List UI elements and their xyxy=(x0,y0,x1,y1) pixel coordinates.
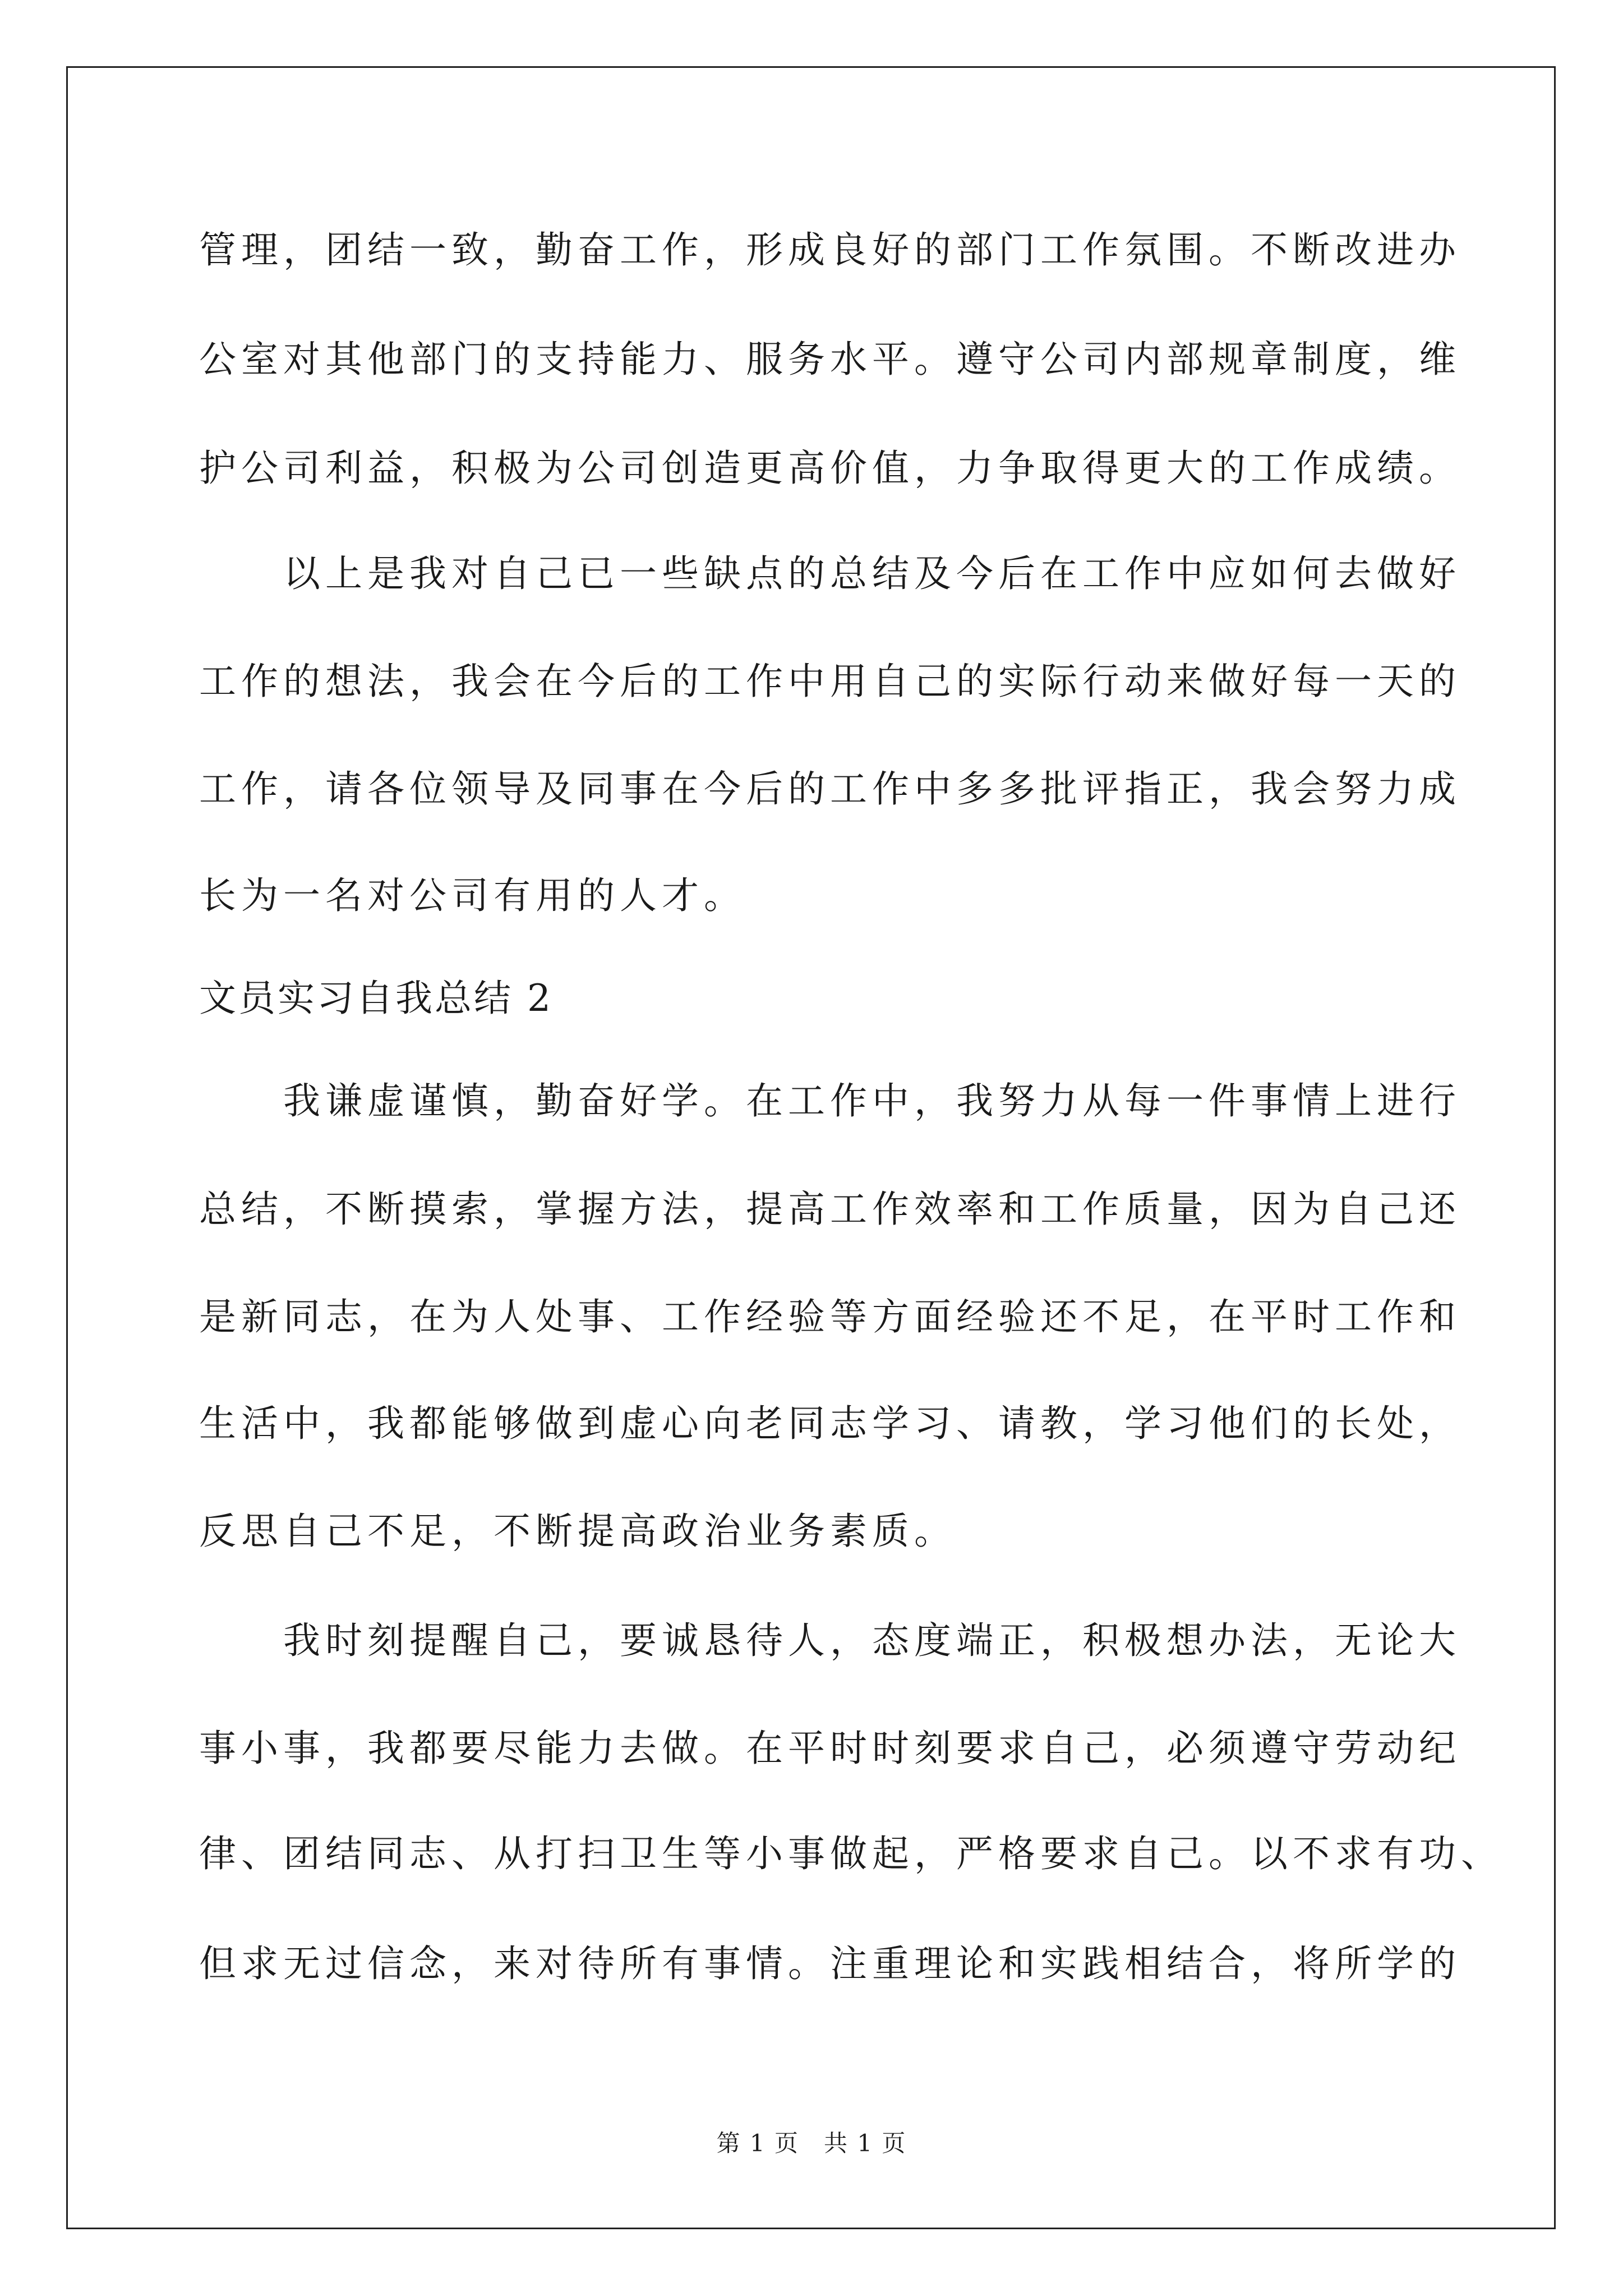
body-line: 公室对其他部门的支持能力、服务水平。遵守公司内部规章制度，维 xyxy=(199,338,1461,381)
body-line: 护公司利益，积极为公司创造更高价值，力争取得更大的工作成绩。 xyxy=(199,447,1461,490)
body-line: 我时刻提醒自己，要诚恳待人，态度端正，积极想办法，无论大 xyxy=(199,1619,1461,1662)
body-line: 是新同志，在为人处事、工作经验等方面经验还不足，在平时工作和 xyxy=(199,1295,1461,1338)
body-line: 总结，不断摸索，掌握方法，提高工作效率和工作质量，因为自己还 xyxy=(199,1188,1461,1231)
body-line: 律、团结同志、从打扫卫生等小事做起，严格要求自己。以不求有功、 xyxy=(199,1832,1503,1875)
body-line: 生活中，我都能够做到虚心向老同志学习、请教，学习他们的长处， xyxy=(199,1402,1461,1445)
page-border xyxy=(66,66,1556,2229)
page-footer: 第 1 页 共 1 页 xyxy=(716,2129,907,2157)
body-line: 反思自己不足，不断提高政治业务素质。 xyxy=(199,1510,956,1553)
body-line: 以上是我对自己已一些缺点的总结及今后在工作中应如何去做好 xyxy=(199,552,1461,595)
body-line: 长为一名对公司有用的人才。 xyxy=(199,874,746,917)
section-heading: 文员实习自我总结 2 xyxy=(199,977,553,1020)
body-line: 事小事，我都要尽能力去做。在平时时刻要求自己，必须遵守劳动纪 xyxy=(199,1727,1461,1770)
body-line: 工作的想法，我会在今后的工作中用自己的实际行动来做好每一天的 xyxy=(199,660,1461,703)
body-line: 我谦虚谨慎，勤奋好学。在工作中，我努力从每一件事情上进行 xyxy=(199,1079,1461,1122)
body-line: 工作，请各位领导及同事在今后的工作中多多批评指正，我会努力成 xyxy=(199,767,1461,811)
body-line: 管理，团结一致，勤奋工作，形成良好的部门工作氛围。不断改进办 xyxy=(199,228,1461,272)
body-line: 但求无过信念，来对待所有事情。注重理论和实践相结合，将所学的 xyxy=(199,1942,1461,1985)
